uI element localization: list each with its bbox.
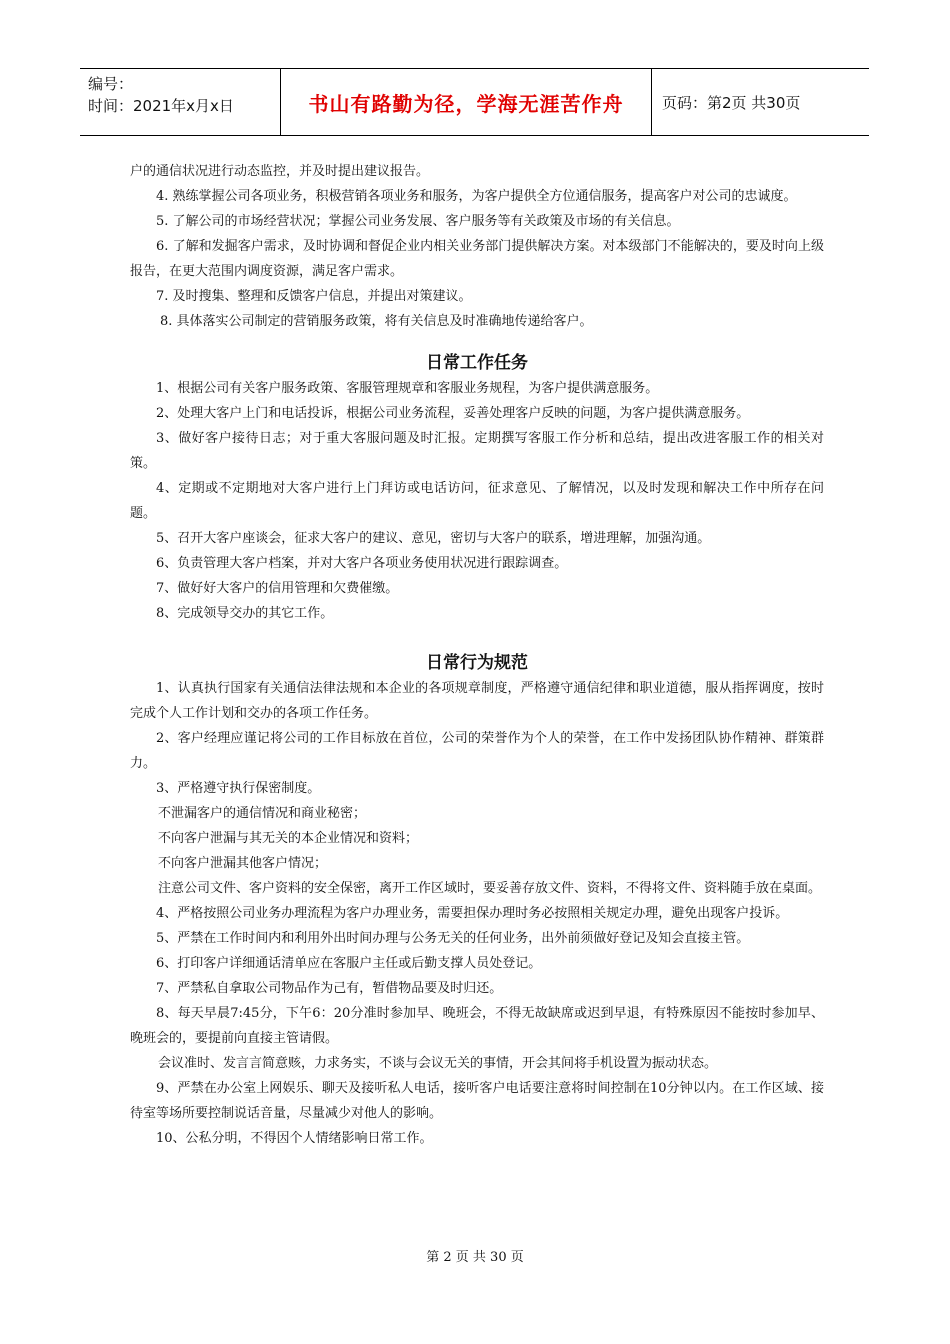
list-item: 6、打印客户详细通话清单应在客服户主任或后勤支撑人员处登记。 xyxy=(156,956,542,971)
header-page-info: 页码：第2页 共30页 xyxy=(662,93,801,112)
sub-item: 不泄漏客户的通信情况和商业秘密； xyxy=(158,806,367,821)
list-item: 7、严禁私自拿取公司物品作为己有，暂借物品要及时归还。 xyxy=(156,981,503,996)
list-item: 3、严格遵守执行保密制度。 xyxy=(156,781,321,796)
paragraph: 4. 熟练掌握公司各项业务，积极营销各项业务和服务，为客户提供全方位通信服务，提高客户对公司的忠诚度。 xyxy=(156,189,797,204)
sub-item: 不向客户泄漏其他客户情况； xyxy=(158,856,328,871)
sub-item: 会议准时、发言言简意赅，力求务实，不谈与会议无关的事情，开会其间将手机设置为振动状态。 xyxy=(158,1056,718,1071)
paragraph: 6. 了解和发掘客户需求，及时协调和督促企业内相关业务部门提供解决方案。对本级部门不能解决的，要及时向上级报告，在更大范围内调度资源，满足客户需求。 xyxy=(130,239,824,279)
list-item: 4、定期或不定期地对大客户进行上门拜访或电话访问，征求意见、了解情况，以及时发现和解决工作中所存在问题。 xyxy=(130,481,824,521)
paragraph: 7. 及时搜集、整理和反馈客户信息，并提出对策建议。 xyxy=(156,289,472,304)
sub-item: 注意公司文件、客户资料的安全保密，离开工作区域时，要妥善存放文件、资料，不得将文件、资料随手放在桌面。 xyxy=(158,881,822,896)
list-item: 10、公私分明，不得因个人情绪影响日常工作。 xyxy=(156,1131,433,1146)
document-time-label: 时间：2021年x月x日 xyxy=(88,97,234,115)
list-item: 5、召开大客户座谈会，征求大客户的建议、意见，密切与大客户的联系，增进理解，加强沟通。 xyxy=(156,531,711,546)
list-item: 7、做好好大客户的信用管理和欠费催缴。 xyxy=(156,581,399,596)
list-item: 8、完成领导交办的其它工作。 xyxy=(156,606,334,621)
page-footer: 第 2 页 共 30 页 xyxy=(426,1250,524,1265)
list-item: 6、负责管理大客户档案，并对大客户各项业务使用状况进行跟踪调查。 xyxy=(156,556,568,571)
list-item: 4、严格按照公司业务办理流程为客户办理业务，需要担保办理时务必按照相关规定办理，避免出现客户投诉。 xyxy=(156,906,789,921)
list-item: 3、做好客户接待日志；对于重大客服问题及时汇报。定期撰写客服工作分析和总结，提出改进客服工作的相关对策。 xyxy=(130,431,824,471)
list-item: 5、严禁在工作时间内和利用外出时间办理与公务无关的任何业务，出外前须做好登记及知会直接主管。 xyxy=(156,931,750,946)
sub-item: 不向客户泄漏与其无关的本企业情况和资料； xyxy=(158,831,419,846)
section-title-conduct-rules: 日常行为规范 xyxy=(426,653,528,673)
list-item: 1、根据公司有关客户服务政策、客服管理规章和客服业务规程，为客户提供满意服务。 xyxy=(156,381,659,396)
paragraph: 5. 了解公司的市场经营状况；掌握公司业务发展、客户服务等有关政策及市场的有关信息。 xyxy=(156,214,680,229)
list-item: 8、每天早晨7:45分，下午6：20分准时参加早、晚班会，不得无故缺席或迟到早退，有特殊原因不能按时参加早、晚班会的，要提前向直接主管请假。 xyxy=(130,1006,824,1046)
list-item: 2、处理大客户上门和电话投诉，根据公司业务流程，妥善处理客户反映的问题，为客户提供满意服务。 xyxy=(156,406,750,421)
list-item: 2、客户经理应谨记将公司的工作目标放在首位，公司的荣誉作为个人的荣誉，在工作中发扬团队协作精神、群策群力。 xyxy=(130,731,824,771)
paragraph: 户的通信状况进行动态监控，并及时提出建议报告。 xyxy=(130,164,430,179)
list-item: 1、认真执行国家有关通信法律法规和本企业的各项规章制度，严格遵守通信纪律和职业道德，服从指挥调度，按时完成个人工作计划和交办的各项工作任务。 xyxy=(130,681,824,721)
document-body xyxy=(130,159,824,1151)
header-motto: 书山有路勤为径，学海无涯苦作舟 xyxy=(281,69,652,135)
section-title-daily-tasks: 日常工作任务 xyxy=(426,353,528,373)
page-header xyxy=(80,68,869,136)
document-number-label: 编号： xyxy=(88,75,134,93)
paragraph: 8. 具体落实公司制定的营销服务政策，将有关信息及时准确地传递给客户。 xyxy=(160,314,593,329)
list-item: 9、严禁在办公室上网娱乐、聊天及接听私人电话，接听客户电话要注意将时间控制在10分钟以内。在工作区域、接待室等场所要控制说话音量，尽量减少对他人的影响。 xyxy=(130,1081,824,1121)
header-meta xyxy=(80,69,281,135)
